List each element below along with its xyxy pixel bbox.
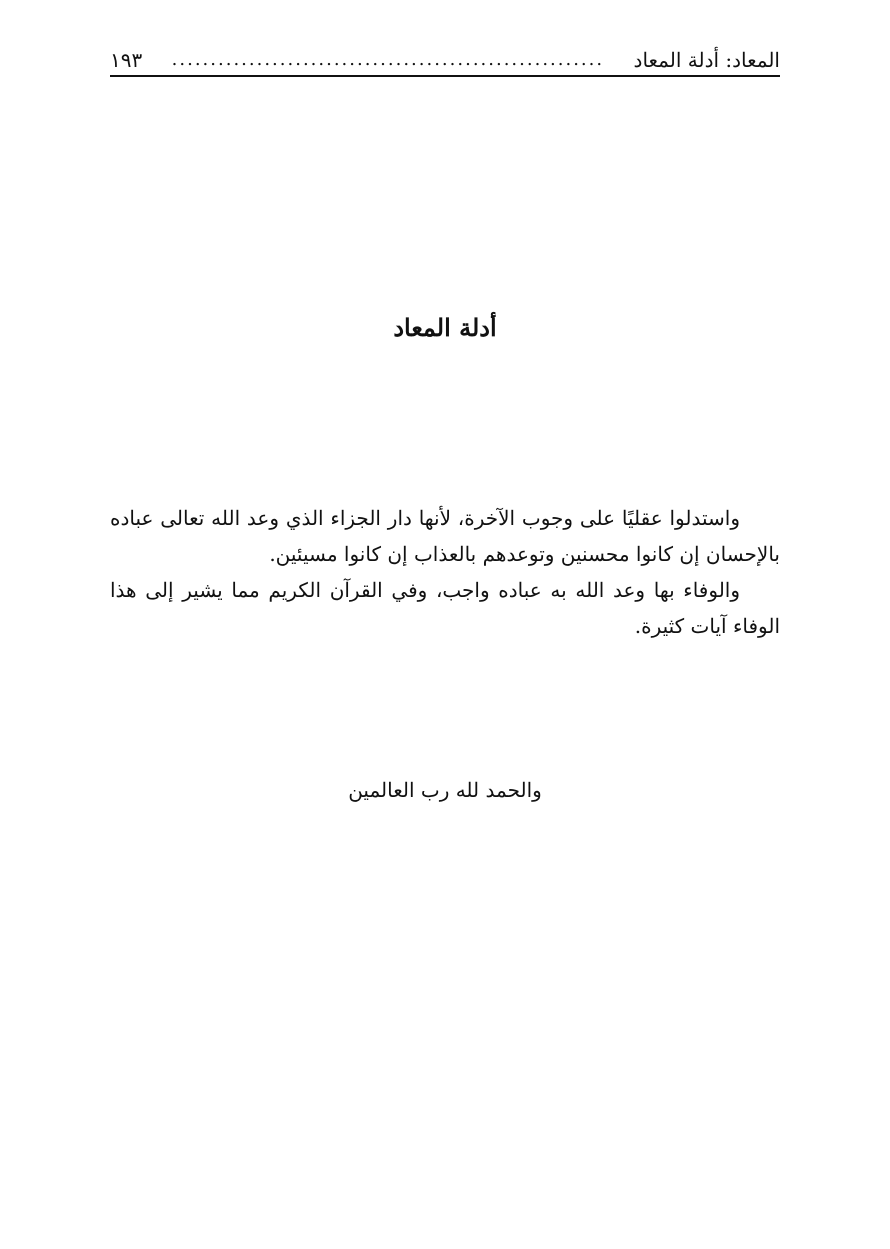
- running-header: [110, 38, 780, 74]
- running-title: المعاد: أدلة المعاد: [633, 48, 780, 72]
- dot-leader: ........................................................: [171, 49, 605, 70]
- body-text: [110, 500, 780, 644]
- chapter-title: أدلة المعاد: [393, 313, 497, 342]
- paragraph: والوفاء بها وعد الله به عباده واجب، وفي القرآن الكريم مما يشير إلى هذا الوفاء آيات كثيرة.: [110, 578, 780, 638]
- closing-line: والحمد لله رب العالمين: [348, 778, 542, 802]
- paragraph: واستدلوا عقليًا على وجوب الآخرة، لأنها دار الجزاء الذي وعد الله تعالى عباده بالإحسان إن كانوا محسنين وتوعدهم بالعذاب إن كانوا مسيئين.: [110, 506, 780, 566]
- page-number: ١٩٣: [110, 48, 143, 72]
- header-rule: [110, 75, 780, 77]
